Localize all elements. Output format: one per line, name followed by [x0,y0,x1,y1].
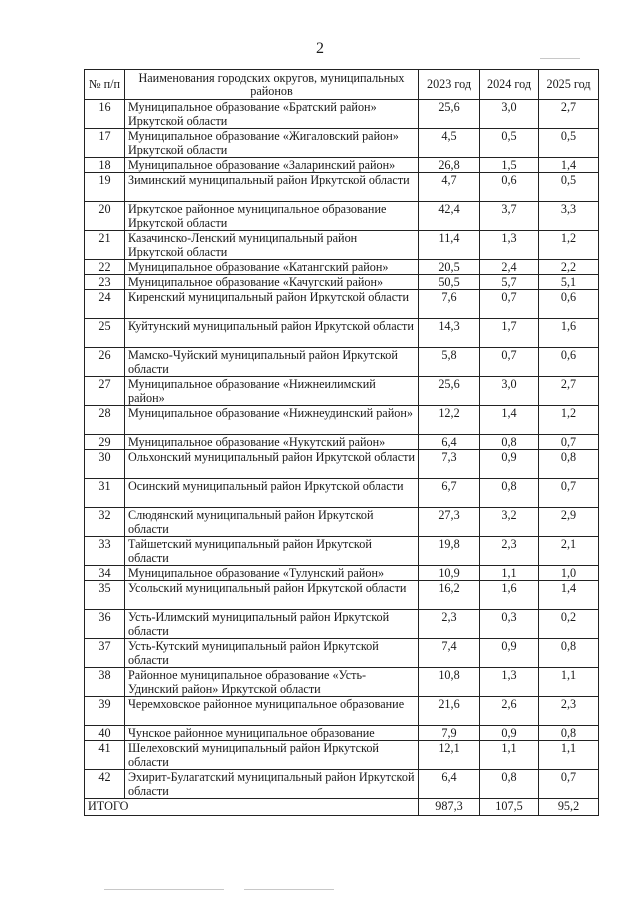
row-value-2025: 5,1 [539,275,599,290]
row-value-2023: 50,5 [419,275,480,290]
row-value-2024: 0,8 [480,479,539,508]
row-number: 41 [85,741,125,770]
row-value-2024: 2,3 [480,537,539,566]
row-name: Слюдянский муниципальный район Иркутской области [125,508,419,537]
row-name: Зиминский муниципальный район Иркутской области [125,173,419,202]
row-value-2024: 0,9 [480,639,539,668]
row-number: 31 [85,479,125,508]
column-header-name: Наименования городских округов, муниципальных районов [125,70,419,100]
row-value-2025: 1,6 [539,319,599,348]
table-row [85,231,599,260]
row-value-2023: 2,3 [419,610,480,639]
row-value-2024: 0,7 [480,348,539,377]
table-row [85,741,599,770]
row-value-2023: 10,8 [419,668,480,697]
row-number: 30 [85,450,125,479]
row-value-2023: 7,3 [419,450,480,479]
row-value-2023: 10,9 [419,566,480,581]
row-name: Муниципальное образование «Катангский район» [125,260,419,275]
row-name: Усольский муниципальный район Иркутской области [125,581,419,610]
row-value-2024: 2,4 [480,260,539,275]
row-value-2025: 0,8 [539,726,599,741]
row-value-2023: 19,8 [419,537,480,566]
table-row [85,260,599,275]
row-value-2023: 7,4 [419,639,480,668]
table-row [85,537,599,566]
total-2024: 107,5 [480,799,539,816]
row-value-2024: 0,6 [480,173,539,202]
row-value-2025: 0,6 [539,348,599,377]
row-name: Киренский муниципальный район Иркутской области [125,290,419,319]
row-value-2024: 5,7 [480,275,539,290]
row-number: 39 [85,697,125,726]
table-row [85,202,599,231]
row-number: 21 [85,231,125,260]
row-value-2023: 4,7 [419,173,480,202]
row-value-2023: 27,3 [419,508,480,537]
row-value-2025: 0,8 [539,639,599,668]
row-number: 25 [85,319,125,348]
table-row [85,566,599,581]
allocation-table [84,69,599,816]
row-value-2024: 0,8 [480,770,539,799]
row-value-2024: 1,1 [480,566,539,581]
row-name: Казачинско-Ленский муниципальный район Иркутской области [125,231,419,260]
table-row [85,770,599,799]
row-name: Куйтунский муниципальный район Иркутской области [125,319,419,348]
row-value-2024: 0,8 [480,435,539,450]
row-number: 32 [85,508,125,537]
row-value-2023: 6,4 [419,770,480,799]
table-row [85,319,599,348]
table-row [85,726,599,741]
row-value-2024: 0,9 [480,450,539,479]
row-number: 17 [85,129,125,158]
row-value-2024: 1,3 [480,231,539,260]
row-value-2025: 1,0 [539,566,599,581]
row-name: Ольхонский муниципальный район Иркутской области [125,450,419,479]
row-value-2025: 0,5 [539,129,599,158]
row-value-2025: 0,6 [539,290,599,319]
row-value-2023: 5,8 [419,348,480,377]
row-value-2023: 42,4 [419,202,480,231]
row-name: Мамско-Чуйский муниципальный район Иркутской области [125,348,419,377]
row-value-2025: 0,5 [539,173,599,202]
row-value-2024: 1,4 [480,406,539,435]
row-number: 34 [85,566,125,581]
row-value-2023: 14,3 [419,319,480,348]
row-value-2024: 2,6 [480,697,539,726]
table-row [85,377,599,406]
row-number: 27 [85,377,125,406]
row-value-2025: 1,4 [539,158,599,173]
row-value-2025: 2,3 [539,697,599,726]
row-name: Усть-Илимский муниципальный район Иркутской области [125,610,419,639]
table-row [85,508,599,537]
row-value-2024: 0,7 [480,290,539,319]
row-value-2024: 1,7 [480,319,539,348]
row-value-2023: 16,2 [419,581,480,610]
row-value-2025: 1,1 [539,668,599,697]
row-name: Усть-Кутский муниципальный район Иркутской области [125,639,419,668]
row-name: Иркутское районное муниципальное образование Иркутской области [125,202,419,231]
row-value-2024: 1,6 [480,581,539,610]
row-number: 42 [85,770,125,799]
scan-artifact-line [244,889,334,890]
total-2023: 987,3 [419,799,480,816]
table-row [85,581,599,610]
row-name: Муниципальное образование «Заларинский район» [125,158,419,173]
table-row [85,610,599,639]
row-value-2025: 2,1 [539,537,599,566]
row-name: Муниципальное образование «Нукутский район» [125,435,419,450]
row-value-2023: 6,4 [419,435,480,450]
row-value-2025: 0,7 [539,435,599,450]
row-value-2024: 3,2 [480,508,539,537]
column-header-number: № п/п [85,70,125,100]
total-2025: 95,2 [539,799,599,816]
row-number: 20 [85,202,125,231]
table-row [85,697,599,726]
row-name: Муниципальное образование «Качугский район» [125,275,419,290]
row-number: 16 [85,100,125,129]
row-value-2024: 1,3 [480,668,539,697]
row-value-2024: 3,7 [480,202,539,231]
table-row [85,435,599,450]
row-value-2023: 11,4 [419,231,480,260]
row-number: 29 [85,435,125,450]
row-value-2025: 0,7 [539,479,599,508]
row-value-2025: 1,2 [539,406,599,435]
row-name: Чунское районное муниципальное образование [125,726,419,741]
row-number: 24 [85,290,125,319]
row-name: Тайшетский муниципальный район Иркутской области [125,537,419,566]
row-value-2025: 2,7 [539,377,599,406]
row-value-2024: 1,5 [480,158,539,173]
row-value-2023: 21,6 [419,697,480,726]
row-name: Осинский муниципальный район Иркутской области [125,479,419,508]
row-value-2023: 4,5 [419,129,480,158]
row-name: Муниципальное образование «Жигаловский район» Иркутской области [125,129,419,158]
row-value-2023: 12,2 [419,406,480,435]
row-value-2025: 0,2 [539,610,599,639]
row-name: Муниципальное образование «Тулунский район» [125,566,419,581]
row-number: 37 [85,639,125,668]
row-value-2023: 20,5 [419,260,480,275]
row-number: 26 [85,348,125,377]
total-label: ИТОГО [85,799,419,816]
row-number: 40 [85,726,125,741]
row-value-2024: 0,5 [480,129,539,158]
row-value-2025: 1,4 [539,581,599,610]
column-header-2024: 2024 год [480,70,539,100]
table-row [85,129,599,158]
table-row [85,450,599,479]
table-row [85,100,599,129]
page-number: 2 [316,40,324,57]
row-value-2025: 1,2 [539,231,599,260]
row-number: 19 [85,173,125,202]
row-number: 36 [85,610,125,639]
table-row [85,668,599,697]
row-value-2024: 3,0 [480,100,539,129]
row-value-2023: 25,6 [419,100,480,129]
row-name: Муниципальное образование «Братский район» Иркутской области [125,100,419,129]
row-number: 23 [85,275,125,290]
row-name: Муниципальное образование «Нижнеудинский район» [125,406,419,435]
row-value-2025: 2,9 [539,508,599,537]
row-name: Эхирит-Булагатский муниципальный район Иркутской области [125,770,419,799]
table-row [85,158,599,173]
row-name: Шелеховский муниципальный район Иркутской области [125,741,419,770]
column-header-2025: 2025 год [539,70,599,100]
column-header-2023: 2023 год [419,70,480,100]
table-row [85,290,599,319]
row-number: 18 [85,158,125,173]
row-number: 22 [85,260,125,275]
row-value-2025: 3,3 [539,202,599,231]
row-value-2024: 1,1 [480,741,539,770]
row-value-2024: 0,3 [480,610,539,639]
row-value-2025: 0,8 [539,450,599,479]
row-name: Муниципальное образование «Нижнеилимский район» [125,377,419,406]
row-name: Черемховское районное муниципальное образование [125,697,419,726]
row-value-2023: 6,7 [419,479,480,508]
row-number: 33 [85,537,125,566]
row-name: Районное муниципальное образование «Усть-Удинский район» Иркутской области [125,668,419,697]
row-value-2025: 2,2 [539,260,599,275]
table-row [85,173,599,202]
table-row [85,348,599,377]
table-row [85,479,599,508]
row-value-2023: 7,6 [419,290,480,319]
table-row [85,275,599,290]
table-header-row [85,70,599,100]
row-number: 35 [85,581,125,610]
row-value-2025: 0,7 [539,770,599,799]
total-row [85,799,599,816]
row-number: 28 [85,406,125,435]
row-value-2023: 25,6 [419,377,480,406]
row-value-2024: 0,9 [480,726,539,741]
table-body [85,100,599,799]
scan-artifact-line [104,889,224,890]
row-value-2025: 1,1 [539,741,599,770]
row-value-2023: 7,9 [419,726,480,741]
row-value-2025: 2,7 [539,100,599,129]
table-row [85,406,599,435]
row-number: 38 [85,668,125,697]
scan-artifact-line [540,58,580,59]
row-value-2023: 12,1 [419,741,480,770]
table-row [85,639,599,668]
row-value-2023: 26,8 [419,158,480,173]
row-value-2024: 3,0 [480,377,539,406]
